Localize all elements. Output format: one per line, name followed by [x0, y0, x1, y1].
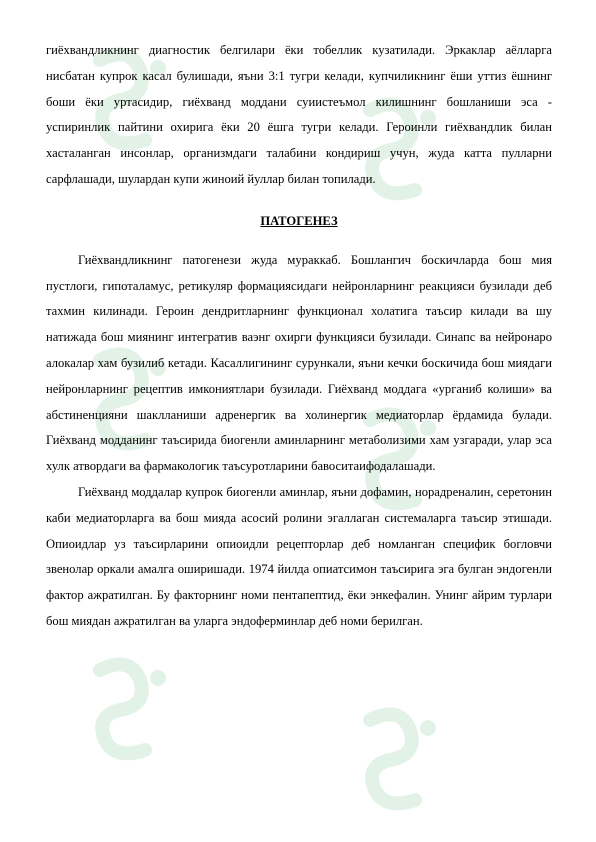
- section-heading: ПАТОГЕНЕЗ: [260, 213, 338, 228]
- pathogenesis-paragraph-1: Гиёхвандликнинг патогенези жуда мураккаб. Бошлангич боскичларда бош мия пустлоги, гипоталамус, ретикуляр формациясидаги нейронларнинг реакцияси бузилади деб тахмин килинади. Героин дендритларнинг функционал холатига таъсир килади ва шу натижада бош миянинг интегратив ваэнг охирги функцияси бузилади. Синапс ва нейронаро алокалар хам бузилиб кетади. Касаллигининг сурункали, яъни кечки боскичида бош миядаги нейронларнинг рецептив имкониятлари бузилади. Гиёхванд моддага «урганиб колиши» ва абстиненцияни шаклланиши адренергик ва холинергик медиаторлар ёрдамида булади. Гиёхванд модданинг таъсирида биогенли аминларнинг метаболизими хам узгаради, улар эса хулк атвордаги ва фармакологик таъсуротларини бавоситаифодалашади.: [46, 252, 552, 474]
- watermark-logo-icon: [70, 650, 190, 770]
- intro-paragraph: гиёхвандликнинг диагностик белгилари ёки тобеллик кузатилади. Эркаклар аёлларга нисбатан купрок касал булишади, яъни 3:1 тугри келади, купчиликнинг ёши уттиз ёшнинг боши ёки уртасидир, гиёхванд моддани суиистеъмол килишнинг бошланиши эса - успиринлик пайтини охирига ёки 20 ёшга тугри келади. Героинли гиёхвандлик билан хасталанган инсонлар, организмдаги талабини кондириш учун, жуда катта пулларни сарфлашади, шулардан купи жиноий йуллар билан топилади.: [46, 43, 552, 186]
- pathogenesis-paragraph-2: Гиёхванд моддалар купрок биогенли аминлар, яъни дофамин, норадреналин, серетонин каби медиаторларга ва бош мияда асосий ролини эгаллаган системаларга таъсир этишади. Опиоидлар уз таъсирларини опиоидли рецепторлар деб номланган специфик богловчи звенолар оркали амалга оширишади. 1974 йилда опиатсимон таъсирига эга булган эндогенли фактор ажратилган. Бу факторнинг номи пентапептид, ёки энкефалин. Унинг айрим турлари бош миядан ажратилган ва уларга эндоферминлар деб номи берилган.: [46, 484, 552, 628]
- watermark-logo-icon: [340, 700, 460, 820]
- document-body: [46, 38, 552, 635]
